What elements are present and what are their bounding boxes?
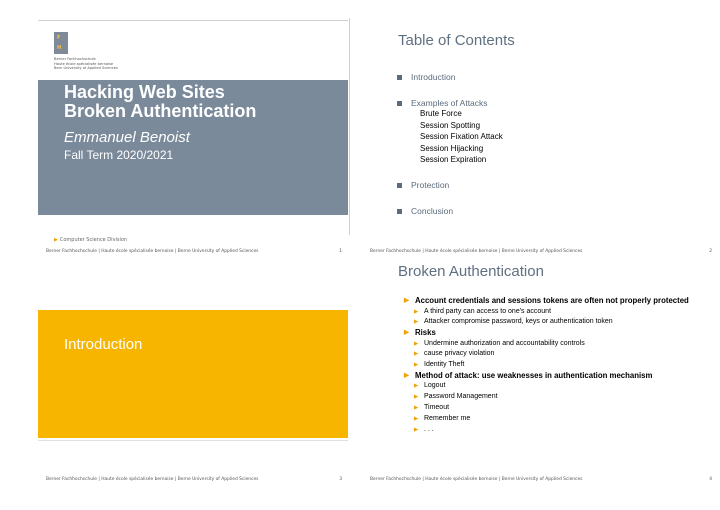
slide-footer: Berner Fachhochschule | Haute école spécialisée bernoise | Berne University of Applied Sciences 1 <box>46 249 342 254</box>
sub-bullet: ▶ Undermine authorization and accountability controls <box>404 339 704 350</box>
toc-subitem[interactable]: Session Fixation Attack <box>420 132 503 141</box>
slide-divider <box>349 18 350 235</box>
toc-subitem[interactable]: Session Hijacking <box>420 143 484 153</box>
slide-title <box>0 0 360 255</box>
slide-title-text: Broken Authentication <box>398 263 544 280</box>
bullet: ▶ Account credentials and sessions tokens are often not properly protected <box>404 296 704 307</box>
slide-footer: Berner Fachhochschule | Haute école spécialisée bernoise | Berne University of Applied Sciences 4 <box>370 477 712 482</box>
presentation-title: Hacking Web Sites Broken Authentication <box>64 82 257 121</box>
toc-list <box>396 72 503 216</box>
sub-bullet: ▶ cause privacy violation <box>404 349 704 360</box>
page-number: 2 <box>709 249 712 254</box>
slide-footer: Berner Fachhochschule | Haute école spécialisée bernoise | Berne University of Applied Sciences 2 <box>370 249 712 254</box>
bullet: ▶ Method of attack: use weaknesses in authentication mechanism <box>404 371 704 382</box>
sub-bullet: ▶ Password Management <box>404 392 704 403</box>
toc-subitem[interactable]: Brute Force <box>420 109 462 118</box>
sub-bullet: ▶ Identity Theft <box>404 360 704 371</box>
division-label: ▶ Computer Science Division <box>54 237 128 243</box>
triangle-icon: ▶ <box>54 237 58 243</box>
term: Fall Term 2020/2021 <box>64 148 174 162</box>
university-name: Berner Fachhochschule Haute école spécialisée bernoise Bern University of Applied Sciences <box>54 57 118 70</box>
toc-subitem[interactable]: Session Expiration <box>420 155 487 164</box>
sub-bullet: ▶ Logout <box>404 381 704 392</box>
page-number: 3 <box>339 477 342 482</box>
sub-bullet: ▶ Timeout <box>404 403 704 414</box>
author: Emmanuel Benoist <box>64 129 190 146</box>
toc-title: Table of Contents <box>398 32 515 49</box>
page-number: 1 <box>339 249 342 254</box>
sub-bullet: ▶ Attacker compromise password, keys or authentication token <box>404 317 704 328</box>
bfh-logo: F H <box>54 32 68 54</box>
toc-item-protection[interactable]: Protection <box>396 180 503 190</box>
slide-footer: Berner Fachhochschule | Haute école spécialisée bernoise | Berne University of Applied Sciences 3 <box>46 477 342 482</box>
sub-bullet: ▶ A third party can access to one's account <box>404 307 704 318</box>
slide-section <box>0 255 360 510</box>
section-box <box>38 310 348 438</box>
toc-subitem[interactable]: Session Spotting <box>420 120 481 130</box>
slide-broken-authentication <box>360 255 720 510</box>
bullet: ▶ Risks <box>404 328 704 339</box>
toc-item-examples[interactable]: Examples of Attacks <box>396 98 503 108</box>
section-title: Introduction <box>64 336 143 353</box>
toc-item-introduction[interactable]: Introduction <box>396 72 503 82</box>
toc-item-conclusion[interactable]: Conclusion <box>396 206 503 216</box>
top-rule <box>38 20 348 21</box>
title-box <box>38 80 348 215</box>
sub-bullet: ▶ . . . <box>404 425 704 436</box>
slide-toc <box>360 0 720 255</box>
page-number: 4 <box>709 477 712 482</box>
sub-bullet: ▶ Remember me <box>404 414 704 425</box>
bullet-list <box>404 296 704 435</box>
section-rule <box>38 440 348 441</box>
